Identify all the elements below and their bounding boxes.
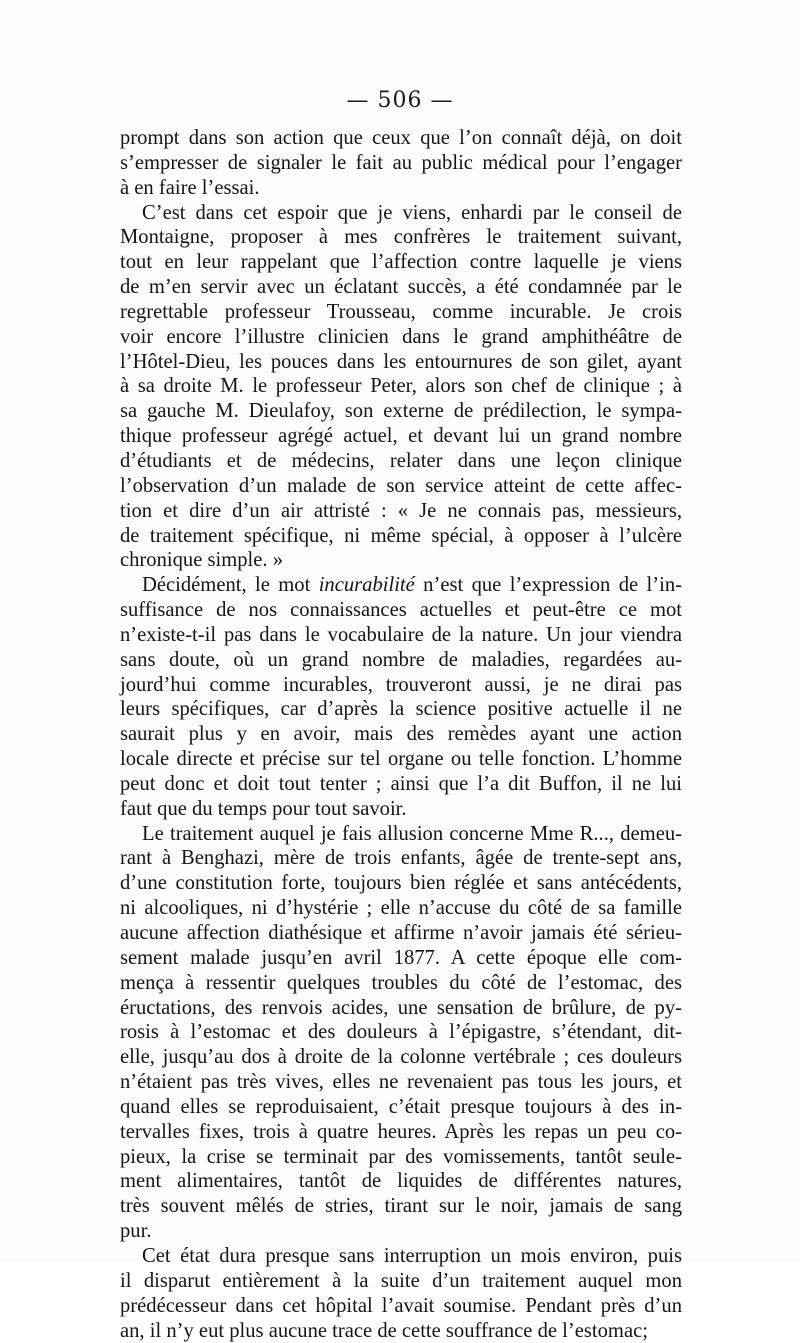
text-line: elle, jusqu’au dos à droite de la colonne vertébrale ; ces douleurs <box>120 1045 682 1070</box>
text-line: an, il n’y eut plus aucune trace de cette souffrance de l’estomac; <box>120 1319 682 1343</box>
text-line: thique professeur agrégé actuel, et devant lui un grand nombre <box>120 424 682 449</box>
text-line: prompt dans son action que ceux que l’on connaît déjà, on doit <box>120 126 682 151</box>
text-line: pur. <box>120 1219 682 1244</box>
paragraph <box>120 573 682 821</box>
text-line: l’observation d’un malade de son service atteint de cette affec- <box>120 474 682 499</box>
text-line: mença à ressentir quelques troubles du côté de l’estomac, des <box>120 971 682 996</box>
text-line: sans doute, où un grand nombre de maladies, regardées au- <box>120 648 682 673</box>
text-line: à en faire l’essai. <box>120 176 682 201</box>
text-line: Montaigne, proposer à mes confrères le traitement suivant, <box>120 225 682 250</box>
text-line: rosis à l’estomac et des douleurs à l’épigastre, s’étendant, dit- <box>120 1020 682 1045</box>
text-line: chronique simple. » <box>120 548 682 573</box>
text-line: tion et dire d’un air attristé : « Je ne connais pas, messieurs, <box>120 499 682 524</box>
text-line: sement malade jusqu’en avril 1877. A cette époque elle com- <box>120 946 682 971</box>
text-line: quand elles se reproduisaient, c’était presque toujours à des in- <box>120 1095 682 1120</box>
paragraph <box>120 1244 682 1343</box>
text-line: l’Hôtel-Dieu, les pouces dans les entournures de son gilet, ayant <box>120 350 682 375</box>
paragraph <box>120 126 682 201</box>
text-line: s’empresser de signaler le fait au public médical pour l’engager <box>120 151 682 176</box>
text-line: prédécesseur dans cet hôpital l’avait soumise. Pendant près d’un <box>120 1294 682 1319</box>
body-text <box>120 126 682 1343</box>
text-line: locale directe et précise sur tel organe ou telle fonction. L’homme <box>120 747 682 772</box>
text-line: jourd’hui comme incurables, trouveront aussi, je ne dirai pas <box>120 673 682 698</box>
text-line: tout en leur rappelant que l’affection contre laquelle je viens <box>120 250 682 275</box>
text-line: voir encore l’illustre clinicien dans le grand amphithéâtre de <box>120 325 682 350</box>
text-line: n’étaient pas très vives, elles ne revenaient pas tous les jours, et <box>120 1070 682 1095</box>
text-line: peut donc et doit tout tenter ; ainsi que l’a dit Buffon, il ne lui <box>120 772 682 797</box>
text-line: très souvent mêlés de stries, tirant sur le noir, jamais de sang <box>120 1194 682 1219</box>
text-line: ment alimentaires, tantôt de liquides de différentes natures, <box>120 1169 682 1194</box>
text-line: n’existe-t-il pas dans le vocabulaire de la nature. Un jour viendra <box>120 623 682 648</box>
paragraph <box>120 822 682 1244</box>
text-line: d’étudiants et de médecins, relater dans une leçon clinique <box>120 449 682 474</box>
text-line: aucune affection diathésique et affirme n’avoir jamais été sérieu- <box>120 921 682 946</box>
text-line: pieux, la crise se terminait par des vomissements, tantôt seule- <box>120 1145 682 1170</box>
text-line: d’une constitution forte, toujours bien réglée et sans antécédents, <box>120 871 682 896</box>
text-line: saurait plus y en avoir, mais des remèdes ayant une action <box>120 722 682 747</box>
text-line: ni alcooliques, ni d’hystérie ; elle n’accuse du côté de sa famille <box>120 896 682 921</box>
text-line: suffisance de nos connaissances actuelles et peut-être ce mot <box>120 598 682 623</box>
page-number: — 506 — <box>0 88 800 113</box>
text-line: faut que du temps pour tout savoir. <box>120 797 682 822</box>
text-line: de traitement spécifique, ni même spécial, à opposer à l’ulcère <box>120 524 682 549</box>
text-line: il disparut entièrement à la suite d’un traitement auquel mon <box>120 1269 682 1294</box>
text-line: C’est dans cet espoir que je viens, enhardi par le conseil de <box>120 201 682 226</box>
text-line: de m’en servir avec un éclatant succès, a été condamnée par le <box>120 275 682 300</box>
text-line: rant à Benghazi, mère de trois enfants, âgée de trente-sept ans, <box>120 846 682 871</box>
text-line: éructations, des renvois acides, une sensation de brûlure, de py- <box>120 996 682 1021</box>
text-line: à sa droite M. le professeur Peter, alors son chef de clinique ; à <box>120 374 682 399</box>
text-line: tervalles fixes, trois à quatre heures. Après les repas un peu co- <box>120 1120 682 1145</box>
text-line: regrettable professeur Trousseau, comme incurable. Je crois <box>120 300 682 325</box>
text-line: leurs spécifiques, car d’après la science positive actuelle il ne <box>120 697 682 722</box>
text-line: sa gauche M. Dieulafoy, son externe de prédilection, le sympa- <box>120 399 682 424</box>
paragraph <box>120 201 682 574</box>
text-line: Le traitement auquel je fais allusion concerne Mme R..., demeu- <box>120 822 682 847</box>
text-line: Cet état dura presque sans interruption un mois environ, puis <box>120 1244 682 1269</box>
italic-term: incurabilité <box>319 574 415 596</box>
text-line: Décidément, le mot incurabilité n’est que l’expression de l’in- <box>120 573 682 598</box>
